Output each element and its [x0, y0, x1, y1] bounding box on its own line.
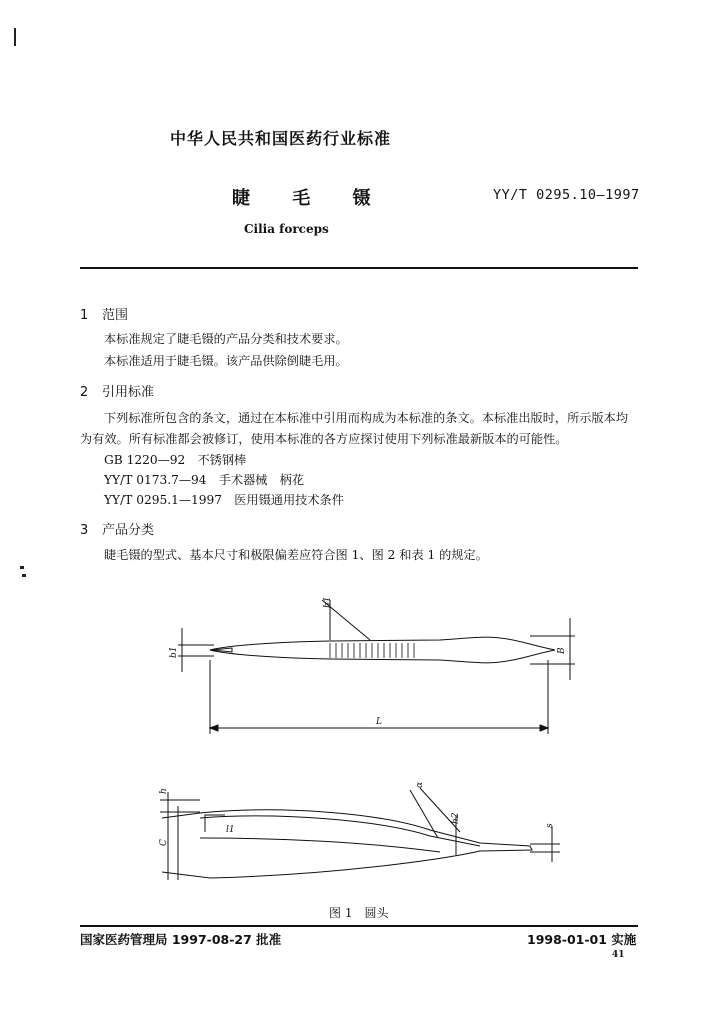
- section-3-heading: 3 产品分类: [80, 523, 155, 538]
- dim-B: B: [557, 647, 567, 654]
- standard-code: YY/T 0295.10—1997: [493, 187, 640, 203]
- section-1-line-2: 本标准适用于睫毛镊。该产品供除倒睫毛用。: [104, 354, 348, 368]
- dim-h2: h2: [451, 812, 461, 824]
- scan-mark: [20, 566, 24, 569]
- scan-mark: [14, 28, 16, 46]
- issuing-organization: 中华人民共和国医药行业标准: [170, 129, 392, 148]
- section-3-line-1: 睫毛镊的型式、基本尺寸和极限偏差应符合图 1、图 2 和表 1 的规定。: [104, 548, 488, 562]
- dim-h: h: [159, 788, 169, 794]
- dim-b1: b1: [169, 646, 179, 658]
- standard-title: 睫 毛 镊: [232, 188, 389, 209]
- figure-caption: 图 1 圆头: [329, 906, 389, 920]
- implementation-date: 1998-01-01 实施: [527, 932, 637, 947]
- reference-yyt0173: YY/T 0173.7—94 手术器械 柄花: [104, 473, 305, 487]
- reference-gb1220: GB 1220—92 不锈钢棒: [104, 453, 247, 467]
- footer-rule: [80, 925, 638, 927]
- section-2-line-2: 为有效。所有标准都会被修订，使用本标准的各方应探讨使用下列标准最新版本的可能性。: [80, 432, 568, 446]
- dim-s: s: [545, 823, 555, 828]
- side-view-outline: [162, 810, 532, 878]
- section-2-line-1: 下列标准所包含的条文，通过在本标准中引用而构成为本标准的条文。本标准出版时，所示版本均: [104, 411, 629, 425]
- english-title: Cilia forceps: [244, 222, 329, 236]
- reference-yyt0295: YY/T 0295.1—1997 医用镊通用技术条件: [104, 493, 344, 507]
- page-number: 41: [612, 950, 625, 960]
- dim-L: L: [376, 717, 382, 727]
- section-2-heading: 2 引用标准: [80, 385, 155, 400]
- section-1-heading: 1 范围: [80, 308, 129, 323]
- top-view-outline: [210, 637, 555, 663]
- dim-h1: h1: [323, 596, 333, 608]
- approval-date: 国家医药管理局 1997-08-27 批准: [80, 932, 282, 947]
- dim-C: C: [159, 839, 169, 846]
- dim-l1: l1: [226, 825, 235, 835]
- section-1-line-1: 本标准规定了睫毛镊的产品分类和技术要求。: [104, 332, 348, 346]
- serrated-grip: [330, 643, 414, 658]
- dim-alpha: α: [415, 781, 425, 788]
- scan-mark: [22, 574, 26, 577]
